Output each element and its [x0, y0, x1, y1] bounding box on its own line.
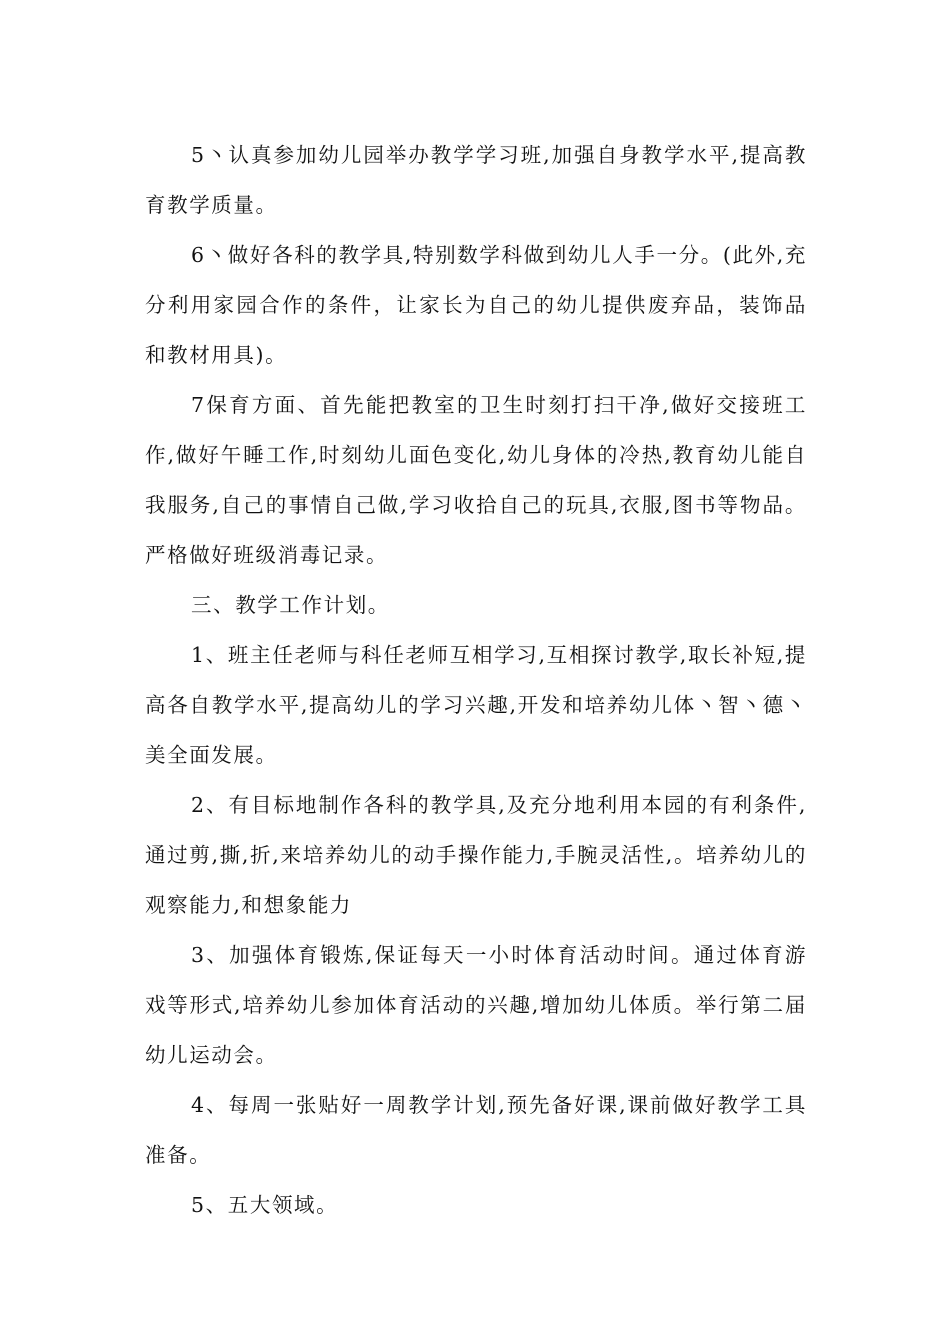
plan-item-3: 3、加强体育锻炼,保证每天一小时体育活动时间。通过体育游戏等形式,培养幼儿参加体育活动的兴趣,增加幼儿体质。举行第二届幼儿运动会。: [145, 943, 807, 1067]
document-body: [145, 130, 807, 1230]
paragraph-item-7: 7保育方面、首先能把教室的卫生时刻打扫干净,做好交接班工作,做好午睡工作,时刻幼儿面色变化,幼儿身体的冷热,教育幼儿能自我服务,自己的事情自己做,学习收拾自己的玩具,衣服,图书等物品。严格做好班级消毒记录。: [145, 393, 807, 567]
section-heading-teaching-plan: 三、教学工作计划。: [191, 593, 390, 617]
paragraph-item-5: 5丶认真参加幼儿园举办教学学习班,加强自身教学水平,提高教育教学质量。: [145, 143, 807, 217]
plan-item-2: 2、有目标地制作各科的教学具,及充分地利用本园的有利条件,通过剪,撕,折,来培养幼儿的动手操作能力,手腕灵活性,。培养幼儿的观察能力,和想象能力: [145, 793, 807, 917]
plan-item-4: 4、每周一张贴好一周教学计划,预先备好课,课前做好教学工具准备。: [145, 1093, 807, 1167]
plan-item-1: 1、班主任老师与科任老师互相学习,互相探讨教学,取长补短,提高各自教学水平,提高幼儿的学习兴趣,开发和培养幼儿体丶智丶德丶美全面发展。: [145, 643, 807, 767]
paragraph-item-6: 6丶做好各科的教学具,特别数学科做到幼儿人手一分。(此外,充分利用家园合作的条件，让家长为自己的幼儿提供废弃品，装饰品和教材用具)。: [145, 243, 807, 367]
plan-item-5: 5、五大领域。: [191, 1193, 339, 1217]
